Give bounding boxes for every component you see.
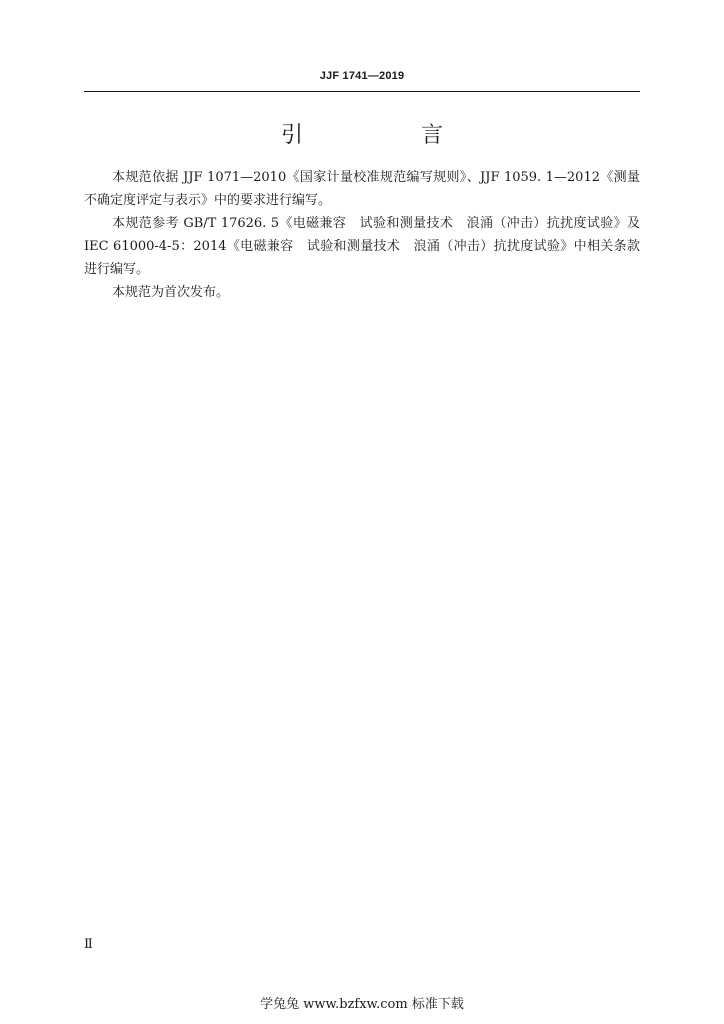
body-text — [84, 166, 640, 304]
footer-watermark: 学兔兔 www.bzfxw.com 标准下载 — [260, 997, 464, 1012]
paragraph-basis: 本规范依据 JJF 1071—2010《国家计量校准规范编写规则》、JJF 1059. 1—2012《测量不确定度评定与表示》中的要求进行编写。 — [84, 170, 640, 208]
paragraph-references: 本规范参考 GB/T 17626. 5《电磁兼容 试验和测量技术 浪涌（冲击）抗扰度试验》及 IEC 61000-4-5：2014《电磁兼容 试验和测量技术 浪涌（冲击）抗扰度试验》中相关条款进行编写。 — [84, 216, 640, 277]
standard-number-header: JJF 1741—2019 — [319, 70, 405, 82]
paragraph-first-release: 本规范为首次发布。 — [112, 285, 230, 300]
page-title: 引 言 — [280, 123, 491, 148]
page-number: Ⅱ — [84, 937, 93, 952]
header-rule — [84, 91, 640, 92]
